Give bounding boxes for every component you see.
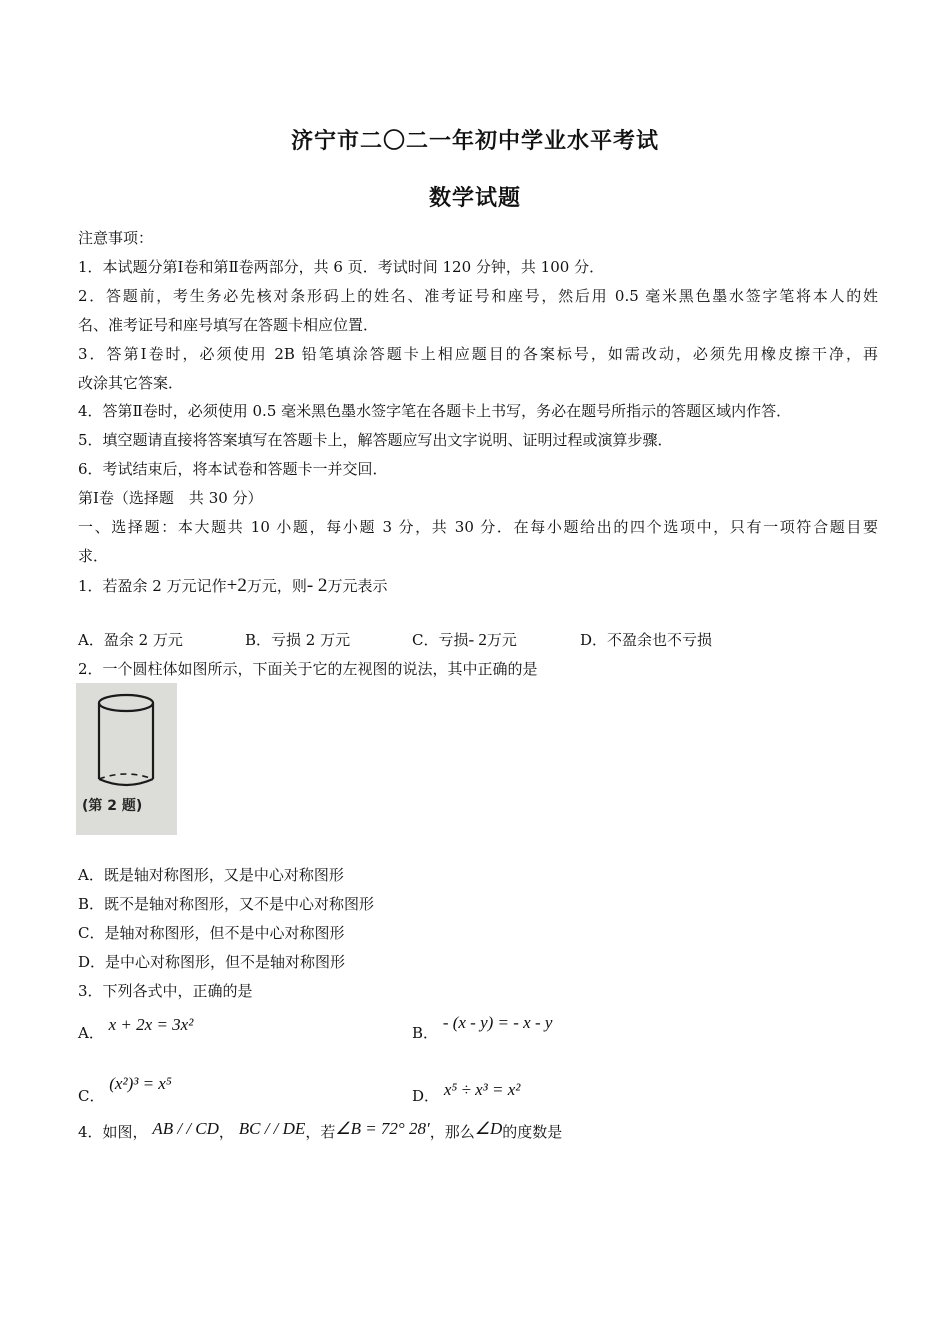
q3-option-b-expr: - (x - y) = - x - y bbox=[442, 1013, 553, 1032]
notice-item-5: 5．填空题请直接将答案填写在答题卡上，解答题应写出文字说明、证明过程或演算步骤． bbox=[78, 431, 673, 449]
q3-option-d-label: D． bbox=[412, 1087, 440, 1105]
q1-mid: 万元，则 bbox=[246, 577, 307, 595]
cylinder-drawing bbox=[76, 683, 177, 795]
notice-item-6: 6．考试结束后，将本试卷和答题卡一并交回． bbox=[78, 460, 388, 478]
q3-option-a[interactable] bbox=[78, 1015, 194, 1043]
q3-option-d-expr: x⁵ ÷ x³ = x² bbox=[443, 1080, 521, 1099]
q1-suffix: 万元表示 bbox=[327, 577, 388, 595]
figure-caption: (第 2 题) bbox=[82, 798, 143, 814]
exam-subtitle: 数学试题 bbox=[428, 185, 521, 211]
cylinder-top-ellipse bbox=[99, 695, 153, 711]
q4-suffix: 的度数是 bbox=[502, 1123, 563, 1141]
notice-item-3-cont: 改涂其它答案． bbox=[78, 374, 184, 392]
q4-sep-1: ， bbox=[218, 1123, 234, 1141]
q4-angle-d: ∠D bbox=[474, 1119, 503, 1138]
q3-option-c-label: C． bbox=[78, 1087, 105, 1105]
question-4-stem bbox=[78, 1119, 878, 1142]
q1-option-c[interactable] bbox=[412, 630, 517, 650]
q1-option-a[interactable]: A．盈余 2 万元 bbox=[78, 631, 183, 649]
exam-title: 济宁市二〇二一年初中学业水平考试 bbox=[290, 128, 659, 154]
question-2-stem: 2．一个圆柱体如图所示，下面关于它的左视图的说法，其中正确的是 bbox=[78, 660, 538, 678]
volume-heading: 第Ⅰ卷（选择题 共 30 分） bbox=[78, 489, 263, 507]
notice-item-2: 2．答题前，考生务必先核对条形码上的姓名、准考证号和座号，然后用 0.5 毫米黑色墨水签字笔将本人的姓 bbox=[78, 287, 878, 305]
q3-option-c[interactable] bbox=[78, 1074, 172, 1106]
q4-parallel-bc-de: BC / / DE bbox=[238, 1119, 306, 1138]
q1-prefix: 1．若盈余 2 万元记作 bbox=[78, 577, 227, 595]
cylinder-figure bbox=[76, 683, 177, 835]
q1-value-negative: - 2 bbox=[306, 575, 328, 596]
q4-sep-3: ，那么 bbox=[429, 1123, 475, 1141]
notice-heading: 注意事项： bbox=[78, 229, 154, 247]
q1-option-c-prefix: C．亏损 bbox=[412, 631, 469, 649]
q3-option-d[interactable] bbox=[412, 1080, 521, 1106]
q4-parallel-ab-cd: AB / / CD bbox=[152, 1119, 219, 1138]
q1-option-b[interactable]: B．亏损 2 万元 bbox=[245, 631, 351, 649]
q3-option-b-label: B． bbox=[412, 1024, 439, 1042]
cylinder-bottom-hidden bbox=[99, 774, 153, 779]
q2-option-c[interactable]: C．是轴对称图形，但不是中心对称图形 bbox=[78, 924, 345, 942]
section-intro: 一、选择题：本大题共 10 小题，每小题 3 分，共 30 分．在每小题给出的四个选项中，只有一项符合题目要 bbox=[78, 518, 878, 536]
notice-item-2-cont: 名、准考证号和座号填写在答题卡相应位置． bbox=[78, 316, 379, 334]
section-intro-cont: 求． bbox=[78, 547, 109, 565]
q3-option-a-expr: x + 2x = 3x² bbox=[108, 1015, 194, 1034]
q2-option-a[interactable]: A．既是轴对称图形，又是中心对称图形 bbox=[78, 866, 344, 884]
q2-option-b[interactable]: B．既不是轴对称图形，又不是中心对称图形 bbox=[78, 895, 375, 913]
q1-option-d[interactable]: D．不盈余也不亏损 bbox=[580, 631, 713, 649]
cylinder-bottom-front bbox=[99, 779, 153, 785]
q4-sep-2: ，若 bbox=[305, 1123, 336, 1141]
notice-item-4: 4．答第Ⅱ卷时，必须使用 0.5 毫米黑色墨水签字笔在各题卡上书写，务必在题号所指示的答题区域内作答． bbox=[78, 402, 792, 420]
q1-option-c-value: - 2 bbox=[468, 630, 487, 649]
q4-angle-b: ∠B = 72° 28′ bbox=[335, 1119, 430, 1138]
question-3-stem: 3．下列各式中，正确的是 bbox=[78, 982, 253, 1000]
q1-value-positive: +2 bbox=[226, 575, 247, 596]
q3-option-b[interactable] bbox=[412, 1013, 553, 1043]
q1-option-c-suffix: 万元 bbox=[486, 631, 517, 649]
q3-option-c-expr: (x²)³ = x⁵ bbox=[109, 1074, 172, 1093]
q4-prefix: 4．如图， bbox=[78, 1123, 148, 1141]
q2-option-d[interactable]: D．是中心对称图形，但不是轴对称图形 bbox=[78, 953, 346, 971]
question-1-stem bbox=[78, 576, 878, 596]
notice-item-1: 1．本试题分第Ⅰ卷和第Ⅱ卷两部分，共 6 页．考试时间 120 分钟，共 100 分． bbox=[78, 258, 605, 276]
notice-item-3: 3．答第Ⅰ卷时，必须使用 2B 铅笔填涂答题卡上相应题目的各案标号，如需改动，必须先用橡皮擦干净，再 bbox=[78, 345, 878, 363]
q3-option-a-label: A． bbox=[78, 1024, 104, 1042]
